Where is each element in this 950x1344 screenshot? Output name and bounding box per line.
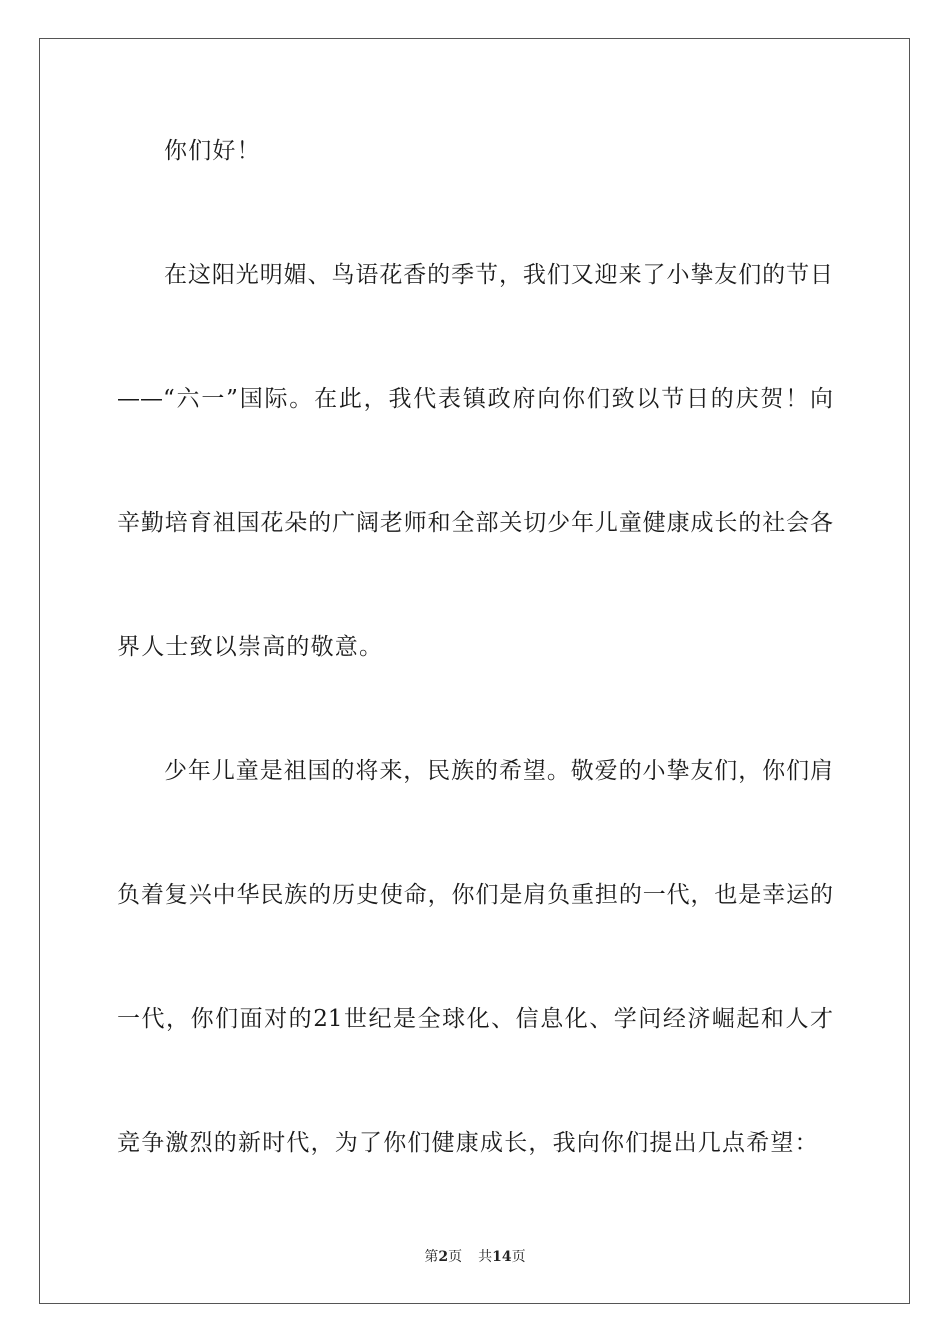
paragraph-2-line-1: 少年儿童是祖国的将来，民族的希望。敬爱的小挚友们，你们肩 <box>164 758 833 784</box>
page-border <box>39 38 910 1304</box>
page-prefix: 第 <box>424 1249 439 1265</box>
paragraph-1-line-4: 界人士致以崇高的敬意。 <box>117 634 384 660</box>
paragraph-1-line-3: 辛勤培育祖国花朵的广阔老师和全部关切少年儿童健康成长的社会各 <box>117 510 833 536</box>
page-footer <box>0 1248 950 1266</box>
paragraph-2-line-3: 一代，你们面对的21世纪是全球化、信息化、学问经济崛起和人才 <box>117 1006 833 1032</box>
paragraph-1-line-2: ——“六一”国际。在此，我代表镇政府向你们致以节日的庆贺！向 <box>117 386 833 412</box>
total-suffix: 页 <box>511 1249 526 1265</box>
paragraph-1-line-1: 在这阳光明媚、鸟语花香的季节，我们又迎来了小挚友们的节日 <box>164 262 833 288</box>
total-page-count: 14 <box>492 1249 512 1265</box>
paragraph-2-line-4: 竞争激烈的新时代，为了你们健康成长，我向你们提出几点希望： <box>117 1130 819 1156</box>
current-page-number: 2 <box>438 1249 449 1265</box>
total-prefix: 共 <box>478 1249 493 1265</box>
paragraph-2-line-2: 负着复兴中华民族的历史使命，你们是肩负重担的一代，也是幸运的 <box>117 882 833 908</box>
greeting-line: 你们好！ <box>164 138 261 164</box>
page-suffix: 页 <box>448 1249 463 1265</box>
